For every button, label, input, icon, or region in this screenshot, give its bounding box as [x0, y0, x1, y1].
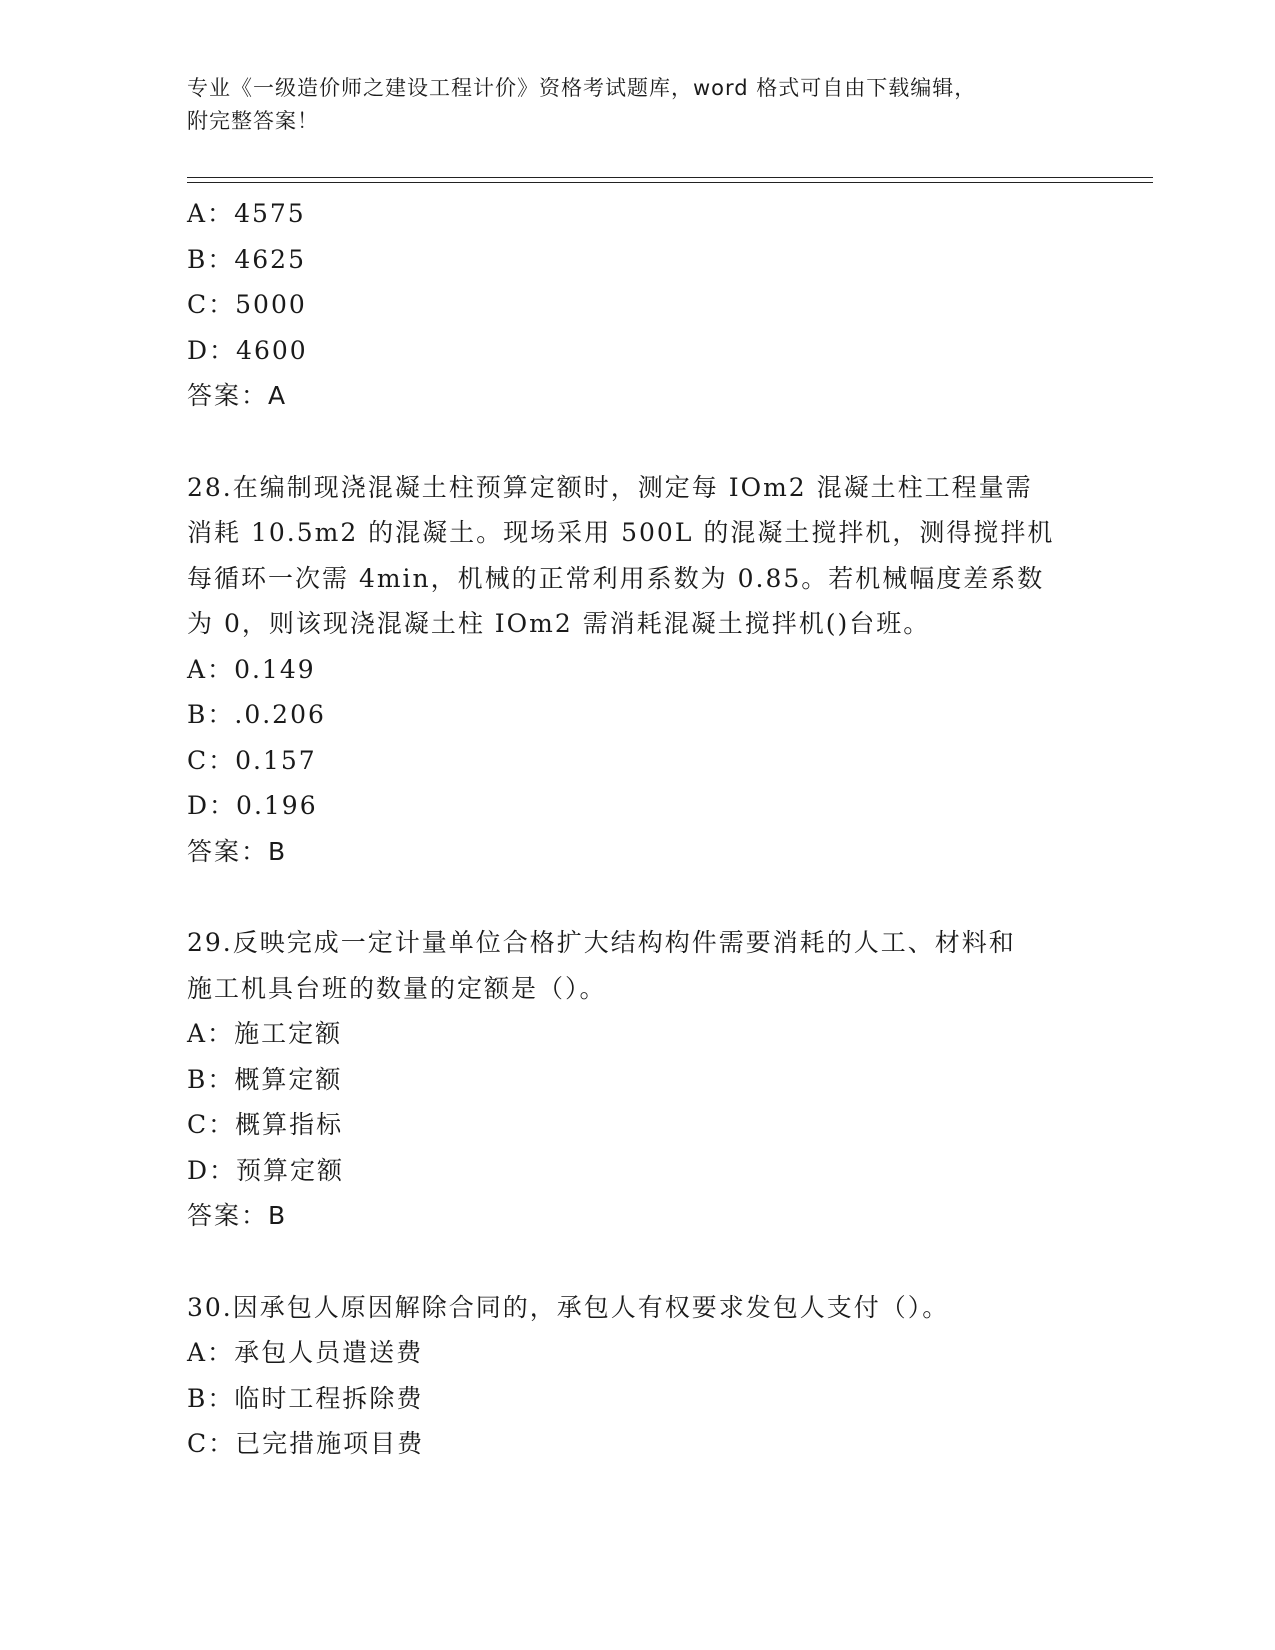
- document-header: [187, 72, 1087, 138]
- question-content: [187, 191, 1087, 1467]
- question-28: [187, 465, 1087, 875]
- header-rule-top: [187, 177, 1153, 178]
- q30-option-c: C：已完措施项目费: [187, 1429, 425, 1458]
- q27-option-d: D：4600: [187, 335, 308, 365]
- q28-stem-line-4: 为 0，则该现浇混凝土柱 IOm2 需消耗混凝土搅拌机()台班。: [187, 609, 931, 638]
- q27-answer: 答案：A: [187, 381, 288, 410]
- q29-option-b: B：概算定额: [187, 1064, 343, 1094]
- q28-stem-line-1: 28.在编制现浇混凝土柱预算定额时，测定每 IOm2 混凝土柱工程量需: [187, 472, 1033, 502]
- question-30: [187, 1285, 1087, 1467]
- question-29: [187, 920, 1087, 1239]
- header-line-2: 附完整答案！: [187, 109, 319, 133]
- q29-stem-line-1: 29.反映完成一定计量单位合格扩大结构构件需要消耗的人工、材料和: [187, 928, 1016, 957]
- q28-option-a: A：0.149: [187, 654, 316, 684]
- q29-option-a: A：施工定额: [187, 1019, 343, 1048]
- header-line-1: 专业《一级造价师之建设工程计价》资格考试题库，word 格式可自由下载编辑，: [187, 76, 977, 100]
- q30-option-a: A：承包人员遣送费: [187, 1338, 424, 1367]
- q27-option-c: C：5000: [187, 290, 307, 319]
- q28-answer: 答案：B: [187, 836, 288, 866]
- q29-stem-line-2: 施工机具台班的数量的定额是（）。: [187, 973, 607, 1003]
- header-rule-bottom: [187, 182, 1153, 183]
- q30-stem-line-1: 30.因承包人原因解除合同的，承包人有权要求发包人支付（）。: [187, 1292, 950, 1322]
- question-27: [187, 191, 1087, 419]
- q30-option-b: B：临时工程拆除费: [187, 1383, 424, 1413]
- q28-option-c: C：0.157: [187, 745, 317, 775]
- q29-answer: 答案：B: [187, 1201, 288, 1230]
- q29-option-c: C：概算指标: [187, 1110, 344, 1139]
- q27-option-b: B：4625: [187, 244, 306, 274]
- q28-stem-line-3: 每循环一次需 4min，机械的正常利用系数为 0.85。若机械幅度差系数: [187, 563, 1045, 593]
- q28-stem-line-2: 消耗 10.5m2 的混凝土。现场采用 500L 的混凝土搅拌机，测得搅拌机: [187, 518, 1055, 547]
- q28-option-d: D：0.196: [187, 791, 318, 820]
- q28-option-b: B：.0.206: [187, 700, 326, 729]
- q29-option-d: D：预算定额: [187, 1155, 345, 1185]
- q27-option-a: A：4575: [187, 199, 306, 228]
